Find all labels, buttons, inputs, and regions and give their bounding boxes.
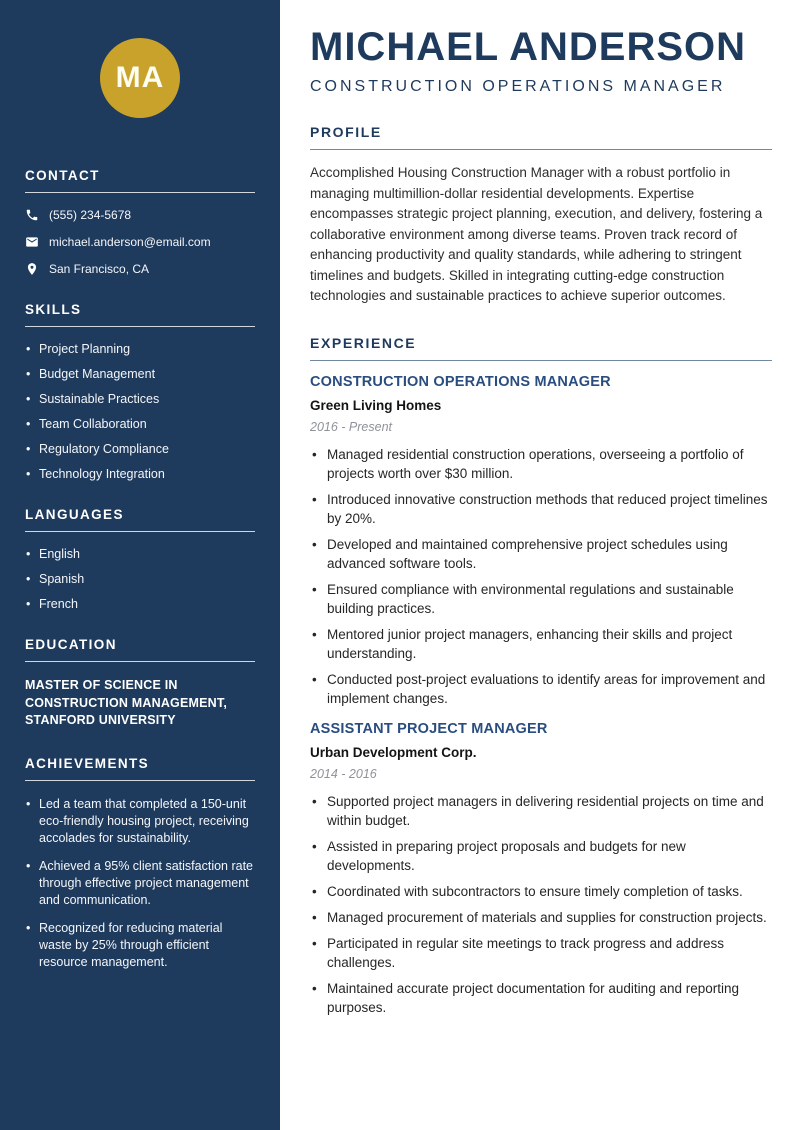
job-bullet: • Mentored junior project managers, enhancing their skills and project understanding. [310, 625, 772, 663]
skill-item: • Team Collaboration [25, 417, 255, 431]
language-item: • Spanish [25, 572, 255, 586]
contact-email-text: michael.anderson@email.com [49, 235, 211, 249]
languages-list [25, 547, 255, 611]
contact-phone-text: (555) 234-5678 [49, 208, 132, 222]
job-bullet: • Assisted in preparing project proposals and budgets for new developments. [310, 837, 772, 875]
skills-section [25, 302, 255, 481]
experience-entry [310, 721, 772, 1017]
experience-entry [310, 374, 772, 708]
education-section-title: EDUCATION [25, 637, 255, 662]
job-bullet: • Supported project managers in delivering residential projects on time and within budget. [310, 792, 772, 830]
achievement-item: • Recognized for reducing material waste by 25% through efficient resource management. [25, 920, 255, 971]
skill-item: • Sustainable Practices [25, 392, 255, 406]
achievements-list [25, 796, 255, 971]
skills-list [25, 342, 255, 481]
job-dates: 2016 - Present [310, 419, 392, 434]
job-bullet: • Developed and maintained comprehensive project schedules using advanced software tools. [310, 535, 772, 573]
achievements-section [25, 756, 255, 971]
contact-item-email [25, 235, 255, 249]
languages-section-title: LANGUAGES [25, 507, 255, 532]
education-section [25, 637, 255, 730]
profile-section-title: PROFILE [310, 124, 772, 150]
job-bullet: • Maintained accurate project documentation for auditing and reporting purposes. [310, 979, 772, 1017]
profile-text: Accomplished Housing Construction Manager with a robust portfolio in managing multimillion-dollar residential developments. Expertise encompasses strategic project planning, execution, and delivery, fostering a collaborative environment among diverse teams. Proven track record of enhancing productivity and quality standards, while adhering to stringent timelines and budgets. Skilled in integrating cutting-edge construction technologies and sustainable practices to achieve superior outcomes. [310, 165, 763, 303]
job-bullet: • Ensured compliance with environmental regulations and sustainable building practices. [310, 580, 772, 618]
achievements-section-title: ACHIEVEMENTS [25, 756, 255, 781]
skill-item: • Regulatory Compliance [25, 442, 255, 456]
job-role: ASSISTANT PROJECT MANAGER [310, 720, 548, 737]
avatar [100, 38, 180, 118]
avatar-initials: MA [115, 61, 165, 94]
job-bullet-list [310, 792, 772, 1017]
job-bullet-list [310, 445, 772, 708]
languages-section [25, 507, 255, 611]
language-item: • English [25, 547, 255, 561]
main-content [280, 0, 800, 1130]
profile-section [310, 124, 772, 307]
candidate-job-title: CONSTRUCTION OPERATIONS MANAGER [310, 78, 726, 95]
job-dates: 2014 - 2016 [310, 766, 377, 781]
contact-list [25, 208, 255, 276]
job-bullet: • Managed residential construction operations, overseeing a portfolio of projects worth over $30 million. [310, 445, 772, 483]
contact-item-location [25, 262, 255, 276]
experience-entries [310, 374, 772, 1017]
contact-item-phone [25, 208, 255, 222]
email-icon [25, 235, 39, 249]
achievement-item: • Led a team that completed a 150-unit eco-friendly housing project, receiving accolades for sustainability. [25, 796, 255, 847]
job-bullet: • Managed procurement of materials and supplies for construction projects. [310, 908, 772, 927]
phone-icon [25, 208, 39, 222]
job-bullet: • Introduced innovative construction methods that reduced project timelines by 20%. [310, 490, 772, 528]
job-company: Urban Development Corp. [310, 744, 477, 760]
language-item: • French [25, 597, 255, 611]
contact-section-title: CONTACT [25, 168, 255, 193]
skills-section-title: SKILLS [25, 302, 255, 327]
job-role: CONSTRUCTION OPERATIONS MANAGER [310, 373, 611, 390]
skill-item: • Technology Integration [25, 467, 255, 481]
contact-location-text: San Francisco, CA [49, 262, 150, 276]
job-bullet: • Coordinated with subcontractors to ensure timely completion of tasks. [310, 882, 772, 901]
location-icon [25, 262, 39, 276]
experience-section [310, 335, 772, 1017]
contact-section [25, 168, 255, 276]
achievement-item: • Achieved a 95% client satisfaction rate through effective project management and communication. [25, 858, 255, 909]
skill-item: • Project Planning [25, 342, 255, 356]
job-company: Green Living Homes [310, 397, 442, 413]
skill-item: • Budget Management [25, 367, 255, 381]
sidebar [0, 0, 280, 1130]
experience-section-title: EXPERIENCE [310, 335, 772, 361]
job-bullet: • Participated in regular site meetings to track progress and address challenges. [310, 934, 772, 972]
job-bullet: • Conducted post-project evaluations to identify areas for improvement and implement changes. [310, 670, 772, 708]
education-degree: MASTER OF SCIENCE IN CONSTRUCTION MANAGEMENT, STANFORD UNIVERSITY [25, 678, 228, 727]
candidate-name: MICHAEL ANDERSON [310, 25, 747, 69]
